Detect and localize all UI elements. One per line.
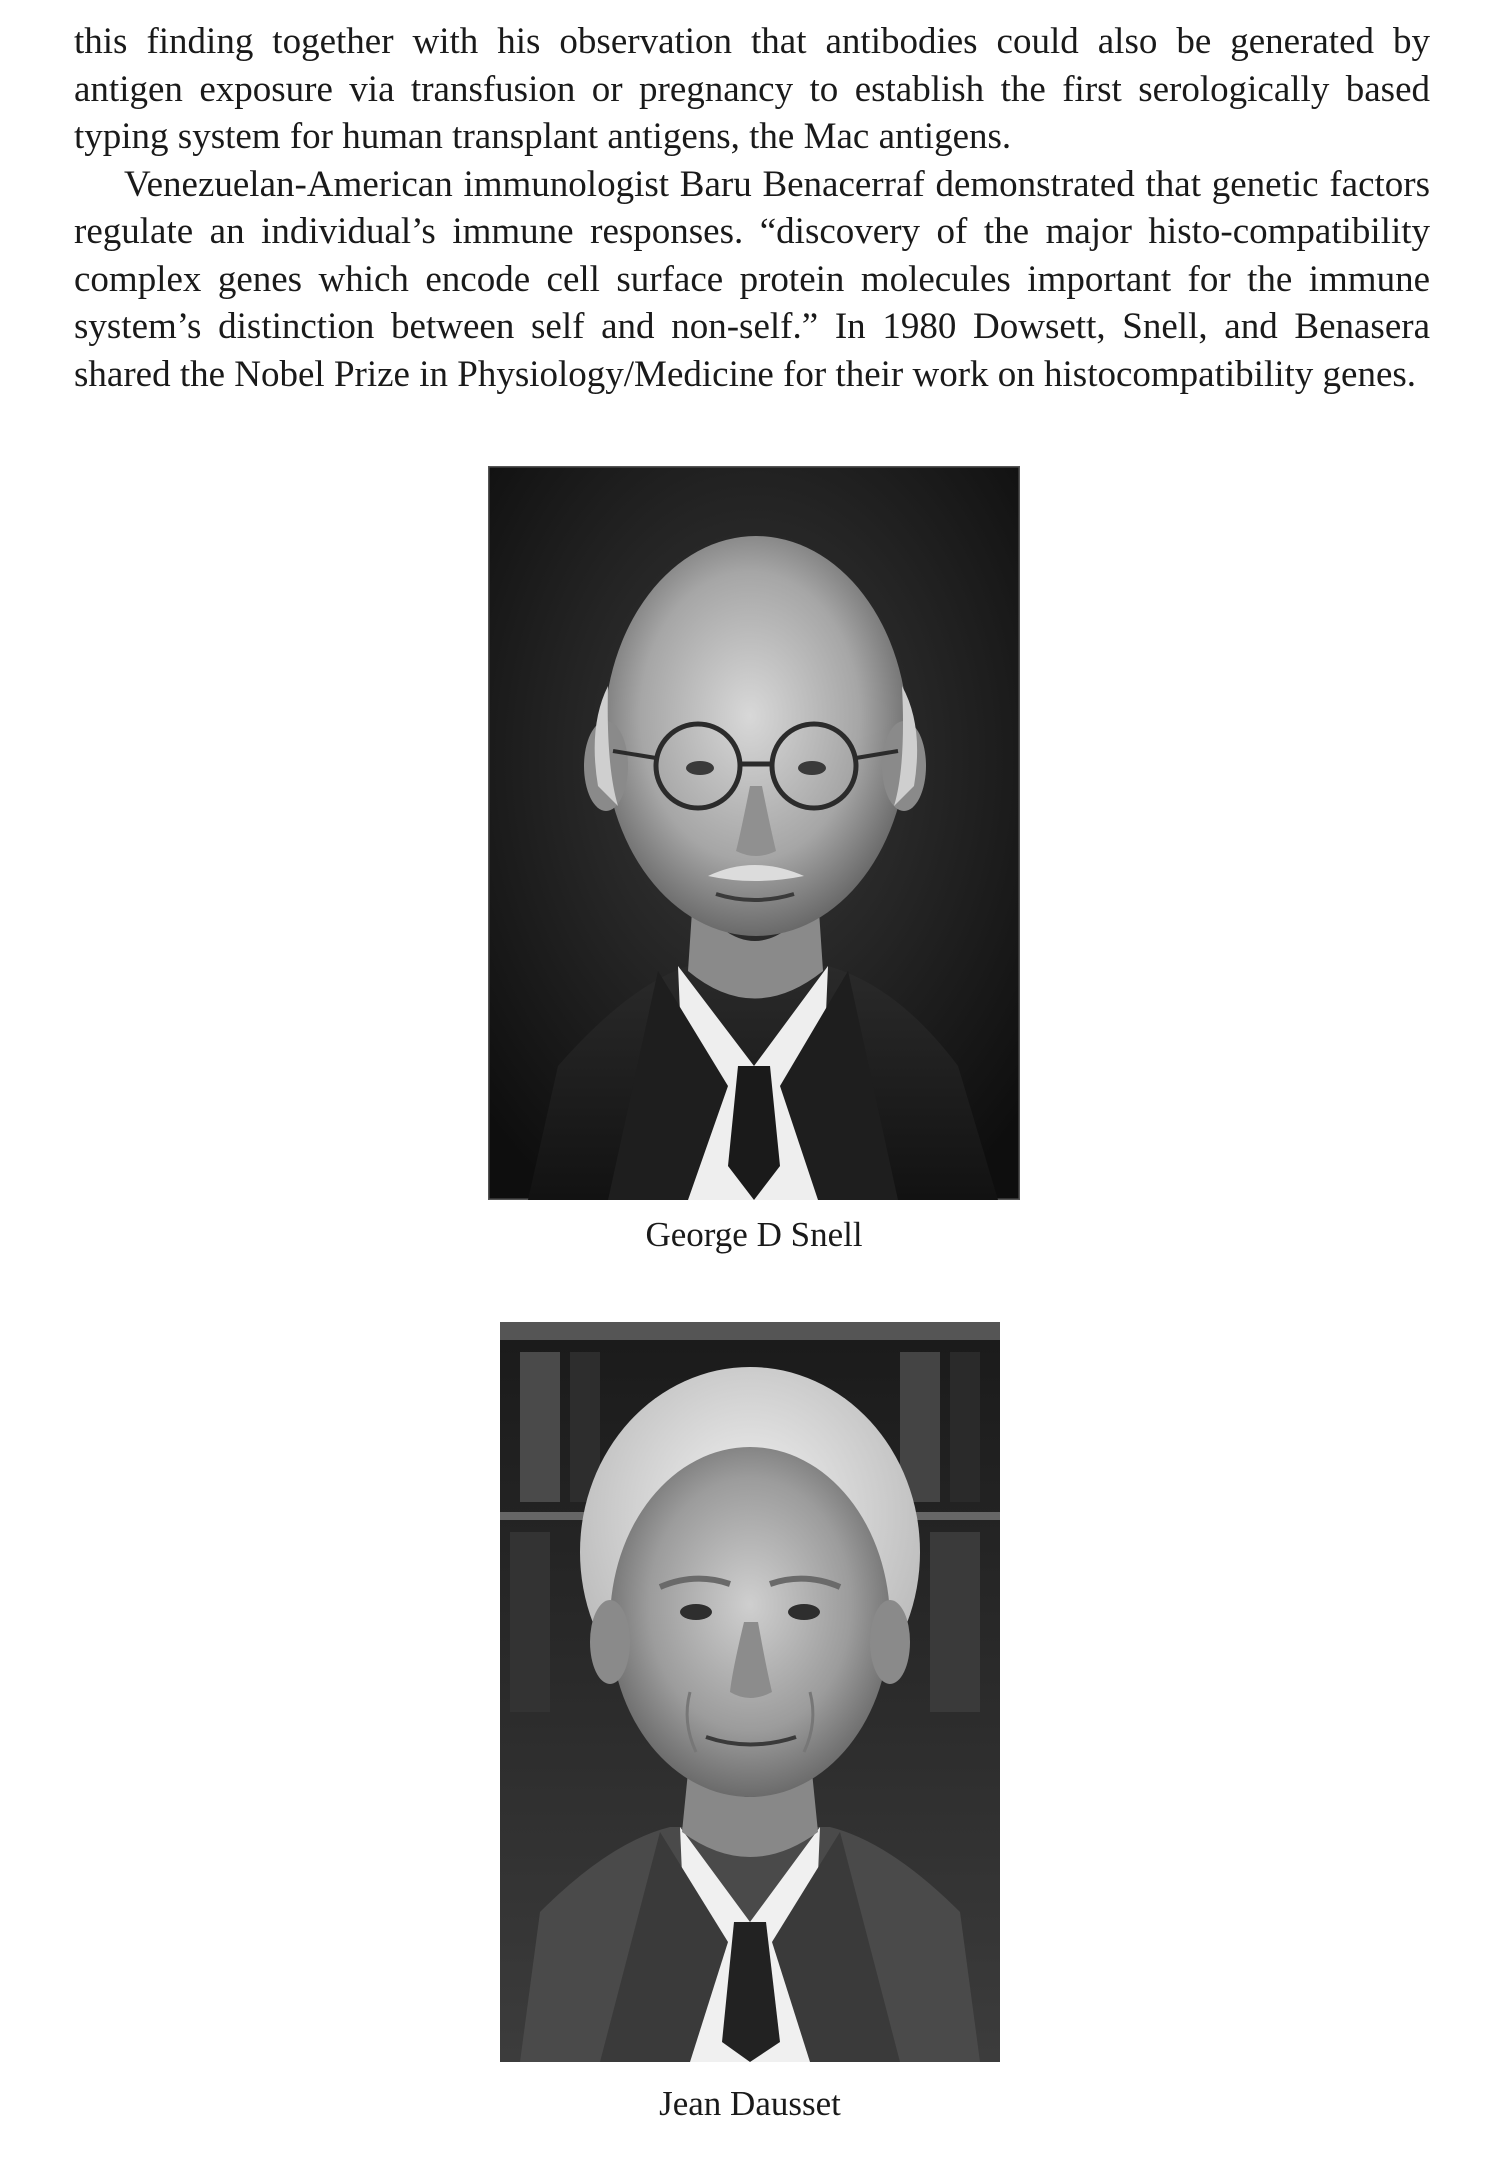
paragraph-2: Venezuelan-American immunologist Baru Benacerraf demonstrated that genetic factors regulate an individual’s immune responses. “discovery of the major histo-compatibility complex genes which encode cell surface protein molecules important for the immune system’s distinction between self and non-self.” In 1980 Dowsett, Snell, and Benasera shared the Nobel Prize in Physiology/Medicine for their work on histocompatibility genes.	[74, 163, 1430, 395]
paragraph-1: this finding together with his observation that antibodies could also be generated by antigen exposure via transfusion or pregnancy to establish the first serologically based typing system for human transplant antigens, the Mac antigens.	[74, 21, 1430, 157]
figure-caption: George D Snell	[645, 1215, 863, 1254]
portrait-photo-jean-dausset	[500, 1322, 1000, 2062]
portrait-photo-george-d-snell	[488, 466, 1020, 1200]
body-text	[74, 18, 1430, 398]
figure-caption: Jean Dausset	[659, 2084, 841, 2123]
